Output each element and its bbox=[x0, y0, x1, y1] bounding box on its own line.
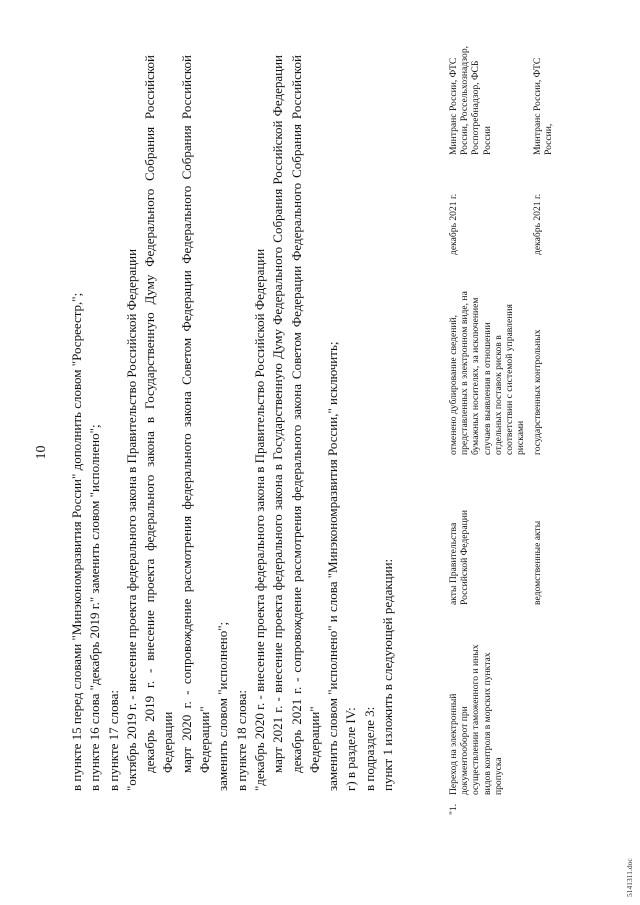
paragraph: март 2020 г. - сопровождение рассмотрения федерального закона Советом Федерации Федерального Собрания Российской Федерации" bbox=[178, 55, 213, 773]
table-cell-measure: Переход на электронный документооборот при осуществлении таможенного и иных видов контроля в морских пунктах пропуска bbox=[448, 644, 504, 795]
paragraph: декабрь 2021 г. - сопровождение рассмотрения федерального закона Советом Федерации Федерального Собрания Российской Федерации" bbox=[288, 55, 322, 773]
table-cell-result: государственных контрольных bbox=[532, 329, 543, 455]
document-body bbox=[68, 55, 397, 815]
table-cell-responsible: Минтранс России, ФТС России, bbox=[532, 57, 555, 155]
paragraph: в пункте 18 слова: bbox=[233, 689, 249, 791]
table-row bbox=[448, 15, 526, 815]
table-row bbox=[532, 15, 610, 815]
paragraph: пункт 1 изложить в следующей редакции: bbox=[380, 558, 396, 791]
paragraph: в пункте 15 перед словами "Минэкономразвития России" дополнить словом "Росреестр,"; bbox=[69, 292, 84, 791]
file-name-footer: 5141311.doc bbox=[625, 858, 634, 897]
measures-table bbox=[448, 15, 610, 815]
table-cell-responsible: Минтранс России, ФТС России, Россельхознадзор, Роспотребнадзор, ФСБ России bbox=[448, 45, 493, 155]
page-number: 10 bbox=[34, 445, 49, 460]
table-cell-act-type: ведомственные акты bbox=[532, 520, 543, 605]
paragraph: в пункте 16 слова "декабрь 2019 г." заменить словом "исполнено"; bbox=[87, 424, 103, 791]
table-cell-number: "1. bbox=[448, 803, 459, 815]
table-cell-result: отменено дублирование сведений, представленных в электронном виде, на бумажных носителях, за исключением случаев выявления в отношении отдельных поставок рисков в соответствии с системой управления рисками bbox=[448, 291, 527, 455]
paragraph: заменить словом "исполнено"; bbox=[215, 621, 231, 791]
paragraph: г) в разделе IV: bbox=[343, 707, 359, 791]
paragraph: март 2021 г. - внесение проекта федерального закона в Государственную Думу Федерального Собрания Российской Федерации bbox=[270, 55, 286, 773]
paragraph: заменить словом "исполнено" и слова "Минэкономразвития России," исключить; bbox=[325, 341, 341, 791]
paragraph: "октябрь 2019 г. - внесение проекта федерального закона в Правительство Российской Федерации bbox=[123, 248, 139, 791]
table-cell-act-type: акты Правительства Российской Федерации bbox=[448, 510, 471, 605]
paragraph: в подразделе 3: bbox=[361, 706, 377, 791]
table-cell-deadline: декабрь 2021 г. bbox=[532, 193, 543, 255]
paragraph: "декабрь 2020 г. - внесение проекта федерального закона в Правительство Российской Федерации bbox=[251, 248, 267, 791]
paragraph: в пункте 17 слова: bbox=[105, 689, 121, 791]
paragraph: декабрь 2019 г. - внесение проекта федерального закона в Государственную Думу Федерального Собрания Российской Федерации bbox=[142, 55, 176, 773]
table-cell-deadline: декабрь 2021 г. bbox=[448, 193, 459, 255]
